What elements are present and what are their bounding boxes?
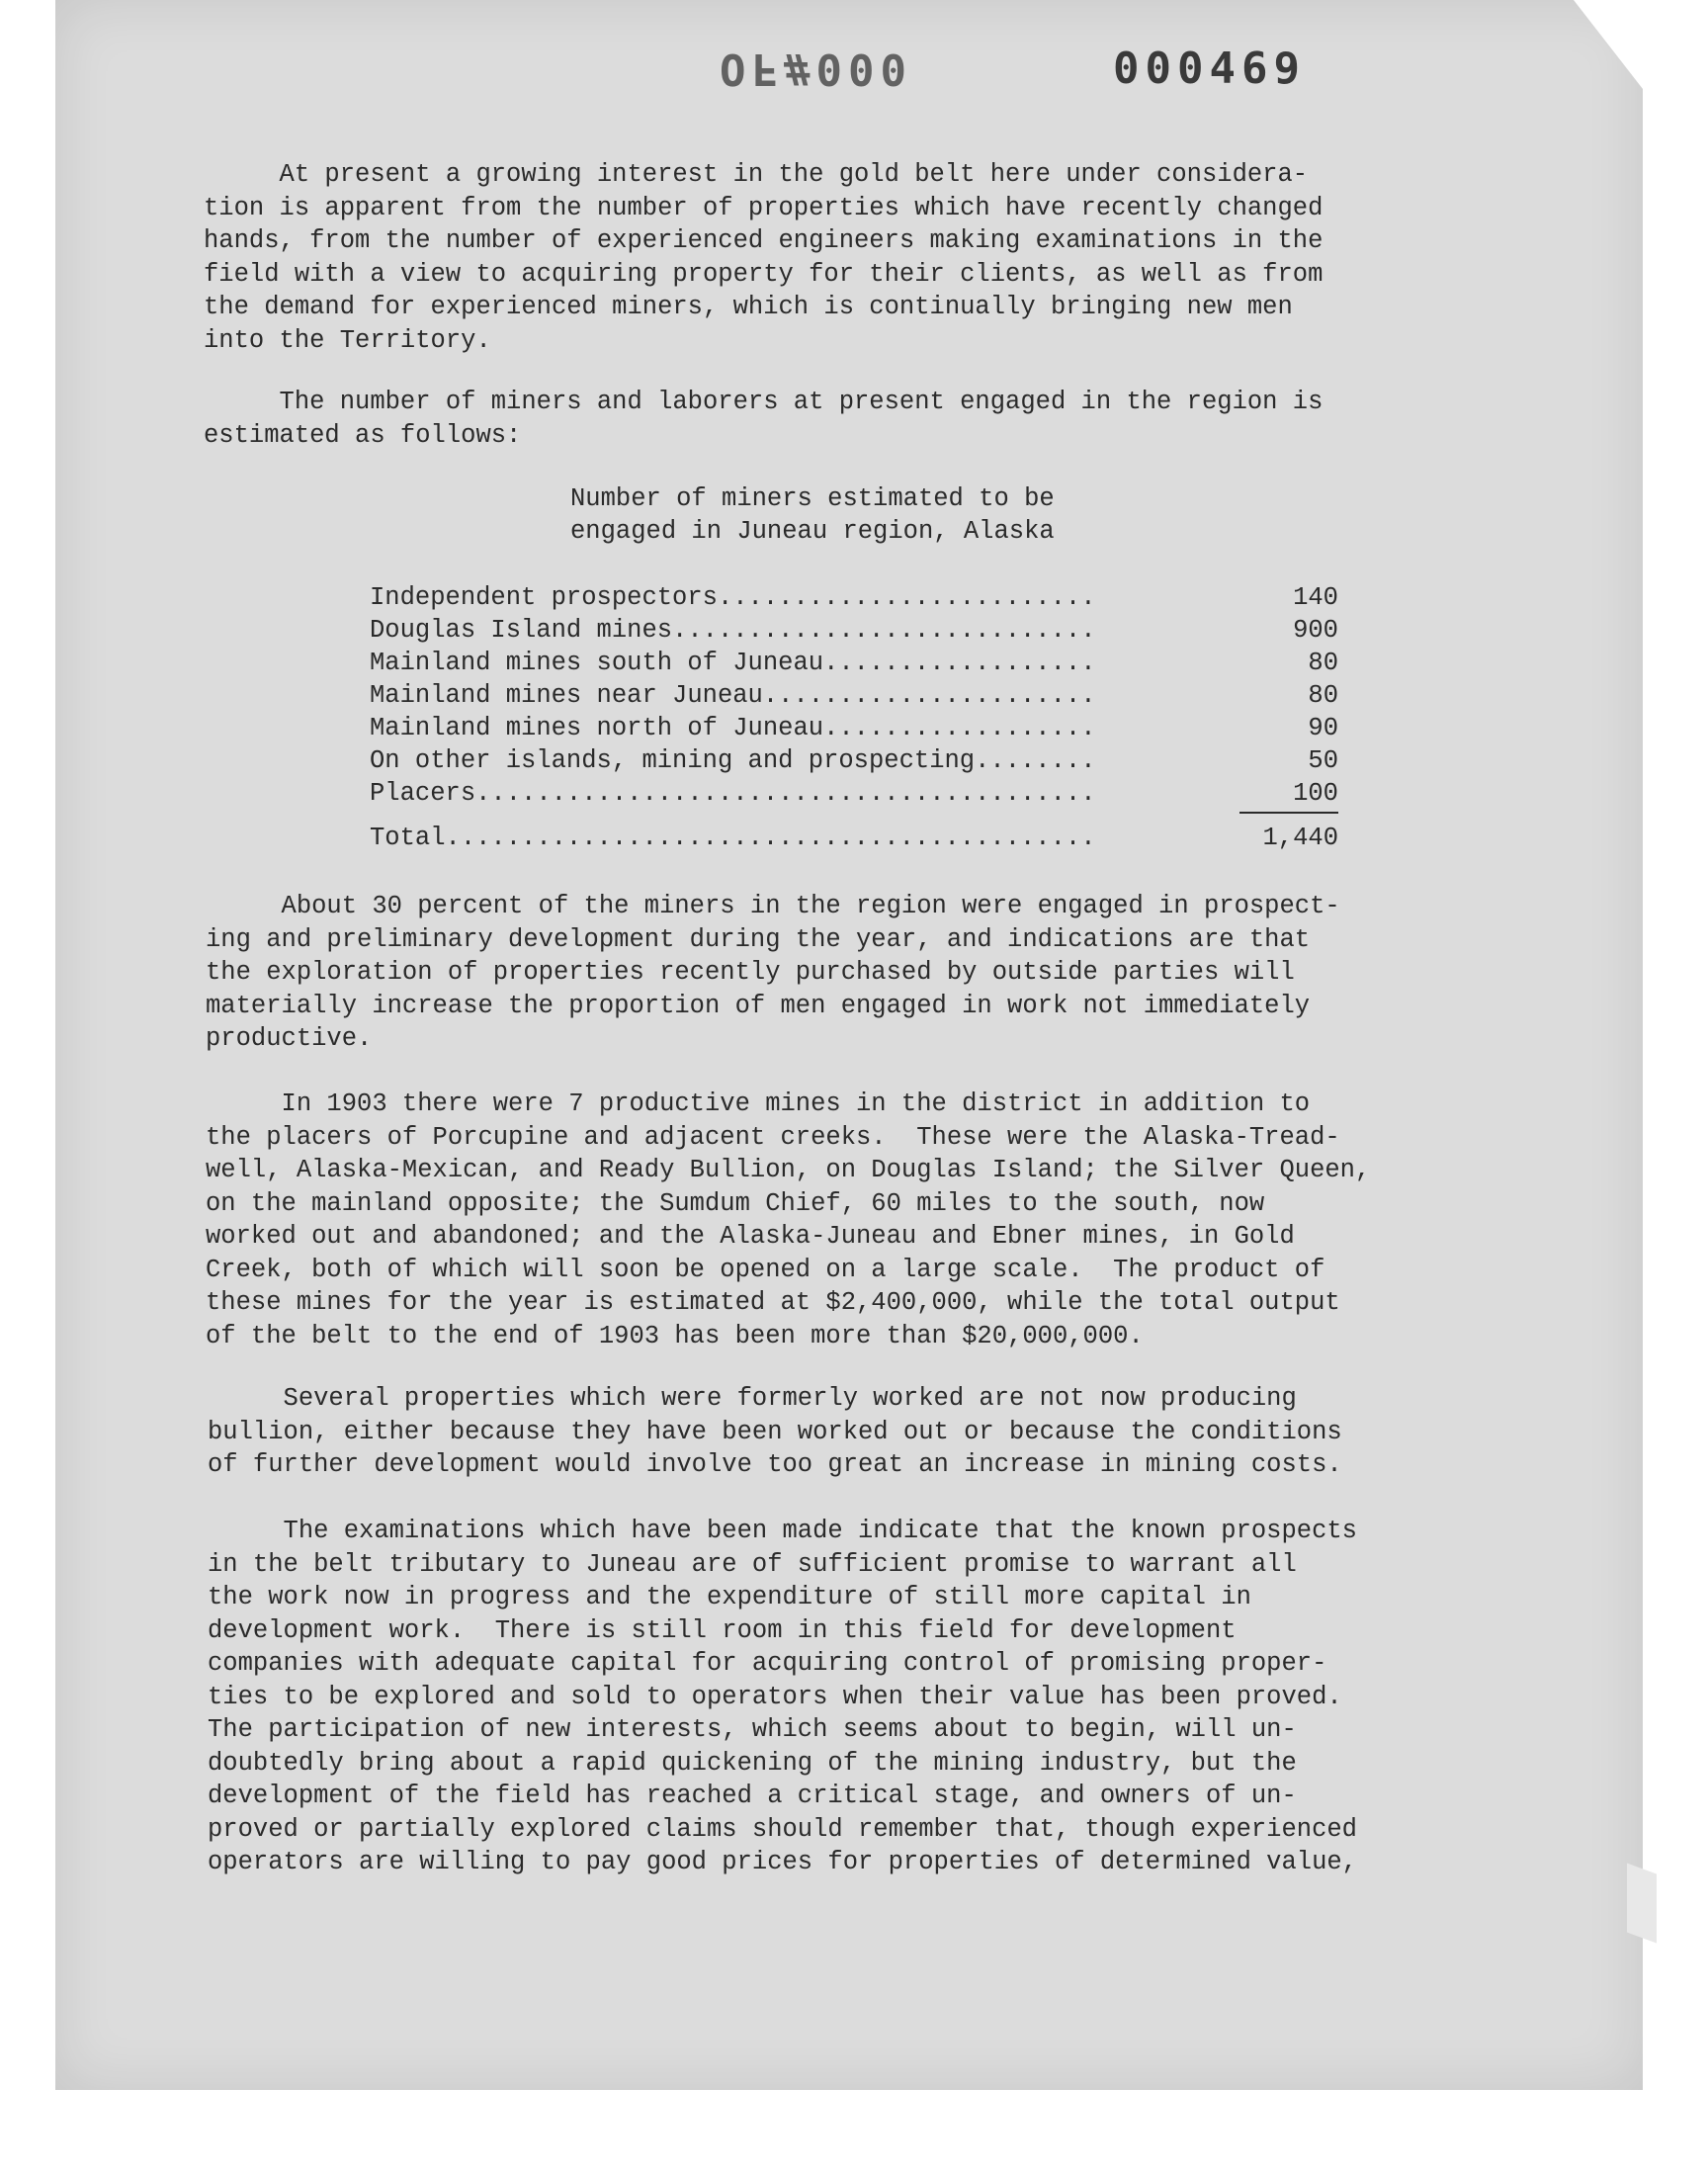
- row-label: Mainland mines near Juneau......................: [370, 681, 1096, 710]
- document-page: [55, 0, 1643, 2090]
- page-edge-tear: [1627, 1864, 1657, 1944]
- total-value: 1,440: [1262, 824, 1338, 852]
- paragraph-examinations: The examinations which have been made indicate that the known prospects in the belt tributary to Juneau are of sufficient promise to warrant all the work now in progress and the expenditure of still more capital in development work. There is still room in this field for development companies with adequate capital for acquiring control of promising proper- ties to be explored and sold to operators when their value has been proved. The participation of new interests, which seems about to begin, will un- doubtedly bring about a rapid quickening of the mining industry, but the development of the field has reached a critical stage, and owners of un- proved or partially explored claims should remember that, though experienced operators are willing to pay good prices for properties of determined value,: [208, 1517, 1357, 1876]
- miners-table: [370, 581, 1338, 854]
- row-value: 90: [1308, 714, 1338, 742]
- paragraph-number-of-miners: The number of miners and laborers at present engaged in the region is estimated as follows:: [204, 388, 1324, 450]
- row-value: 900: [1293, 616, 1338, 645]
- table-row: [370, 712, 1338, 744]
- row-value: 140: [1293, 583, 1338, 612]
- sum-rule: [1239, 812, 1338, 814]
- paragraph-growing-interest: At present a growing interest in the gold belt here under considera- tion is apparent from the number of properties which have recently changed hands, from the number of experienced engineers making examinations in the field with a view to acquiring property for their clients, as well as from the demand for experienced miners, which is continually bringing new men into the Territory.: [204, 160, 1324, 355]
- row-value: 80: [1308, 681, 1338, 710]
- table-row: [370, 777, 1338, 810]
- table-row: [370, 679, 1338, 712]
- row-label: On other islands, mining and prospecting........: [370, 746, 1096, 775]
- row-label: Douglas Island mines............................: [370, 616, 1096, 645]
- table-row: [370, 647, 1338, 679]
- table-row: [370, 614, 1338, 647]
- total-label: Total...........................................: [370, 824, 1096, 852]
- page-stamp-left: OF#000: [720, 44, 912, 94]
- row-label: Mainland mines north of Juneau..................: [370, 714, 1096, 742]
- row-value: 80: [1308, 649, 1338, 677]
- paragraph-several-properties: Several properties which were formerly worked are not now producing bullion, either because they have been worked out or because the conditions of further development would involve too great an increase in mining costs.: [208, 1384, 1342, 1479]
- row-label: Mainland mines south of Juneau..................: [370, 649, 1096, 677]
- page-number-stamp: 000469: [1113, 44, 1306, 94]
- row-value: 50: [1308, 746, 1338, 775]
- paragraph-productive-mines: In 1903 there were 7 productive mines in the district in addition to the placers of Porcupine and adjacent creeks. These were the Alaska-Tread- well, Alaska-Mexican, and Ready Bullion, on Douglas Island; the Silver Queen, on the mainland opposite; the Sumdum Chief, 60 miles to the south, now worked out and abandoned; and the Alaska-Juneau and Ebner mines, in Gold Creek, both of which will soon be opened on a large scale. The product of these mines for the year is estimated at $2,400,000, while the total output of the belt to the end of 1903 has been more than $20,000,000.: [206, 1089, 1371, 1350]
- paragraph-about-30-percent: About 30 percent of the miners in the region were engaged in prospect- ing and preliminary development during the year, and indications are that the exploration of properties recently purchased by outside parties will materially increase the proportion of men engaged in work not immediately productive.: [206, 892, 1340, 1053]
- page-corner-fold: [1574, 0, 1643, 89]
- table-row: [370, 581, 1338, 614]
- table-total-row: [370, 822, 1338, 854]
- row-label: Placers.........................................: [370, 779, 1096, 808]
- row-value: 100: [1293, 779, 1338, 808]
- table-row: [370, 744, 1338, 777]
- table-title: Number of miners estimated to be engaged in Juneau region, Alaska: [570, 484, 1055, 546]
- row-label: Independent prospectors.........................: [370, 583, 1096, 612]
